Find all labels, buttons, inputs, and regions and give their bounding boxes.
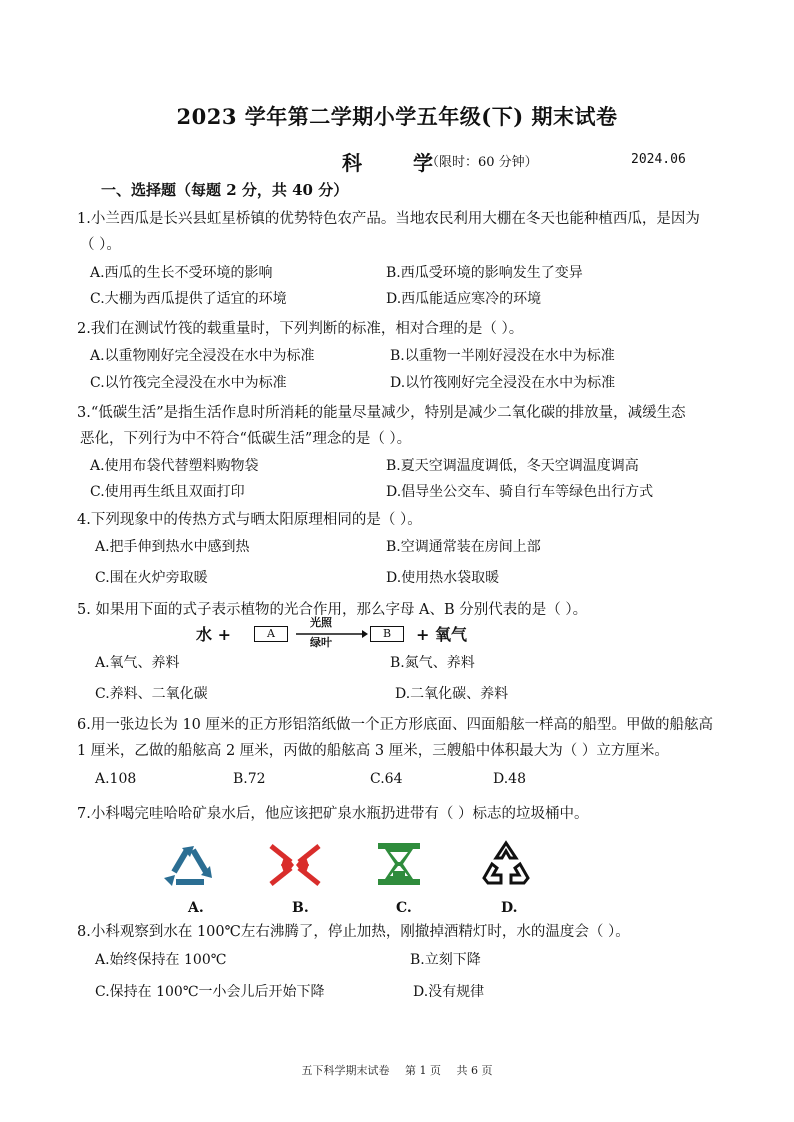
equation-oxygen: + 氧气 (416, 625, 467, 644)
q5-option-a[interactable]: A.氧气、养料 (95, 655, 180, 671)
question-1-text-line2: （ ）。 (80, 237, 121, 253)
q2-option-d[interactable]: D.以竹筏刚好完全浸没在水中为标准 (390, 375, 616, 391)
q6-option-d[interactable]: D.48 (493, 771, 526, 787)
icon-c-label: C. (396, 900, 412, 916)
q3-option-a[interactable]: A.使用布袋代替塑料购物袋 (90, 458, 259, 474)
exam-date: 2024.06 (631, 152, 686, 167)
footer-page-number: 第 1 页 (405, 1064, 441, 1077)
icon-b-label: B. (292, 900, 309, 916)
equation-water: 水 + (196, 625, 231, 644)
section-title: 一、选择题（每题 2 分，共 40 分） (101, 181, 349, 199)
harmful-waste-icon[interactable] (267, 842, 323, 888)
q6-option-c[interactable]: C.64 (370, 771, 403, 787)
q1-option-d[interactable]: D.西瓜能适应寒冷的环境 (386, 291, 542, 307)
icon-a-label: A. (188, 900, 204, 916)
q1-option-a[interactable]: A.西瓜的生长不受环境的影响 (90, 265, 273, 281)
question-3-text: 3.“低碳生活”是指生活作息时所消耗的能量尽量减少，特别是减少二氧化碳的排放量，减缓生态 (77, 405, 686, 421)
icon-d-label: D. (501, 900, 518, 916)
question-3-text-line2: 恶化，下列行为中不符合“低碳生活”理念的是（ ）。 (80, 431, 412, 447)
equation-condition-light: 光照 (310, 616, 332, 629)
question-7-text: 7.小科喝完哇哈哈矿泉水后，他应该把矿泉水瓶扔进带有（ ）标志的垃圾桶中。 (77, 806, 589, 822)
equation-box-b: B (370, 626, 404, 642)
other-waste-icon[interactable] (476, 840, 536, 888)
q4-option-d[interactable]: D.使用热水袋取暖 (386, 570, 500, 586)
subject-label: 科 学 (342, 151, 455, 175)
exam-title: 2023 学年第二学期小学五年级(下) 期末试卷 (176, 104, 618, 129)
q4-option-b[interactable]: B.空调通常装在房间上部 (386, 539, 541, 555)
kitchen-waste-icon[interactable] (375, 840, 423, 888)
question-4-text: 4.下列现象中的传热方式与晒太阳原理相同的是（ ）。 (77, 512, 422, 528)
recycle-icon[interactable] (160, 842, 220, 888)
question-8-text: 8.小科观察到水在 100℃左右沸腾了，停止加热，刚撤掉酒精灯时，水的温度会（ ）。 (77, 924, 630, 940)
equation-condition-leaf: 绿叶 (310, 636, 332, 649)
q2-option-b[interactable]: B.以重物一半刚好浸没在水中为标准 (390, 348, 615, 364)
q3-option-c[interactable]: C.使用再生纸且双面打印 (90, 484, 245, 500)
q6-option-a[interactable]: A.108 (95, 771, 137, 787)
q2-option-a[interactable]: A.以重物刚好完全浸没在水中为标准 (90, 348, 315, 364)
q4-option-a[interactable]: A.把手伸到热水中感到热 (95, 539, 250, 555)
footer-total-pages: 共 6 页 (456, 1064, 493, 1077)
q1-option-b[interactable]: B.西瓜受环境的影响发生了变异 (386, 265, 583, 281)
q5-option-c[interactable]: C.养料、二氧化碳 (95, 686, 208, 702)
q5-option-d[interactable]: D.二氧化碳、养料 (395, 686, 509, 702)
equation-box-a: A (254, 626, 288, 642)
page-footer (0, 1062, 794, 1078)
q3-option-d[interactable]: D.倡导坐公交车、骑自行车等绿色出行方式 (386, 484, 654, 500)
q8-option-a[interactable]: A.始终保持在 100℃ (95, 952, 227, 968)
footer-exam-name: 五下科学期末试卷 (301, 1064, 390, 1077)
equation-arrow-icon (296, 630, 368, 638)
question-6-text: 6.用一张边长为 10 厘米的正方形铝箔纸做一个正方形底面、四面船舷一样高的船型。甲做的船舷高 (77, 717, 713, 733)
question-1-text: 1.小兰西瓜是长兴县虹星桥镇的优势特色农产品。当地农民利用大棚在冬天也能种植西瓜，是因为 (77, 211, 700, 227)
q5-option-b[interactable]: B.氮气、养料 (390, 655, 475, 671)
q8-option-c[interactable]: C.保持在 100℃一小会儿后开始下降 (95, 984, 325, 1000)
photosynthesis-equation (196, 616, 496, 650)
q8-option-b[interactable]: B.立刻下降 (410, 952, 481, 968)
q2-option-c[interactable]: C.以竹筏完全浸没在水中为标准 (90, 375, 287, 391)
time-limit: （限时：60 分钟） (426, 155, 538, 170)
question-5-text: 5. 如果用下面的式子表示植物的光合作用，那么字母 A、B 分别代表的是（ ）。 (77, 602, 588, 618)
question-6-text-line2: 1 厘米，乙做的船舷高 2 厘米，丙做的船舷高 3 厘米，三艘船中体积最大为（ ）立方厘米。 (77, 743, 669, 759)
q4-option-c[interactable]: C.围在火炉旁取暖 (95, 570, 208, 586)
q8-option-d[interactable]: D.没有规律 (413, 984, 485, 1000)
question-2-text: 2.我们在测试竹筏的载重量时，下列判断的标准，相对合理的是（ ）。 (77, 321, 524, 337)
q1-option-c[interactable]: C.大棚为西瓜提供了适宜的环境 (90, 291, 287, 307)
q3-option-b[interactable]: B.夏天空调温度调低，冬天空调温度调高 (386, 458, 639, 474)
q6-option-b[interactable]: B.72 (233, 771, 266, 787)
